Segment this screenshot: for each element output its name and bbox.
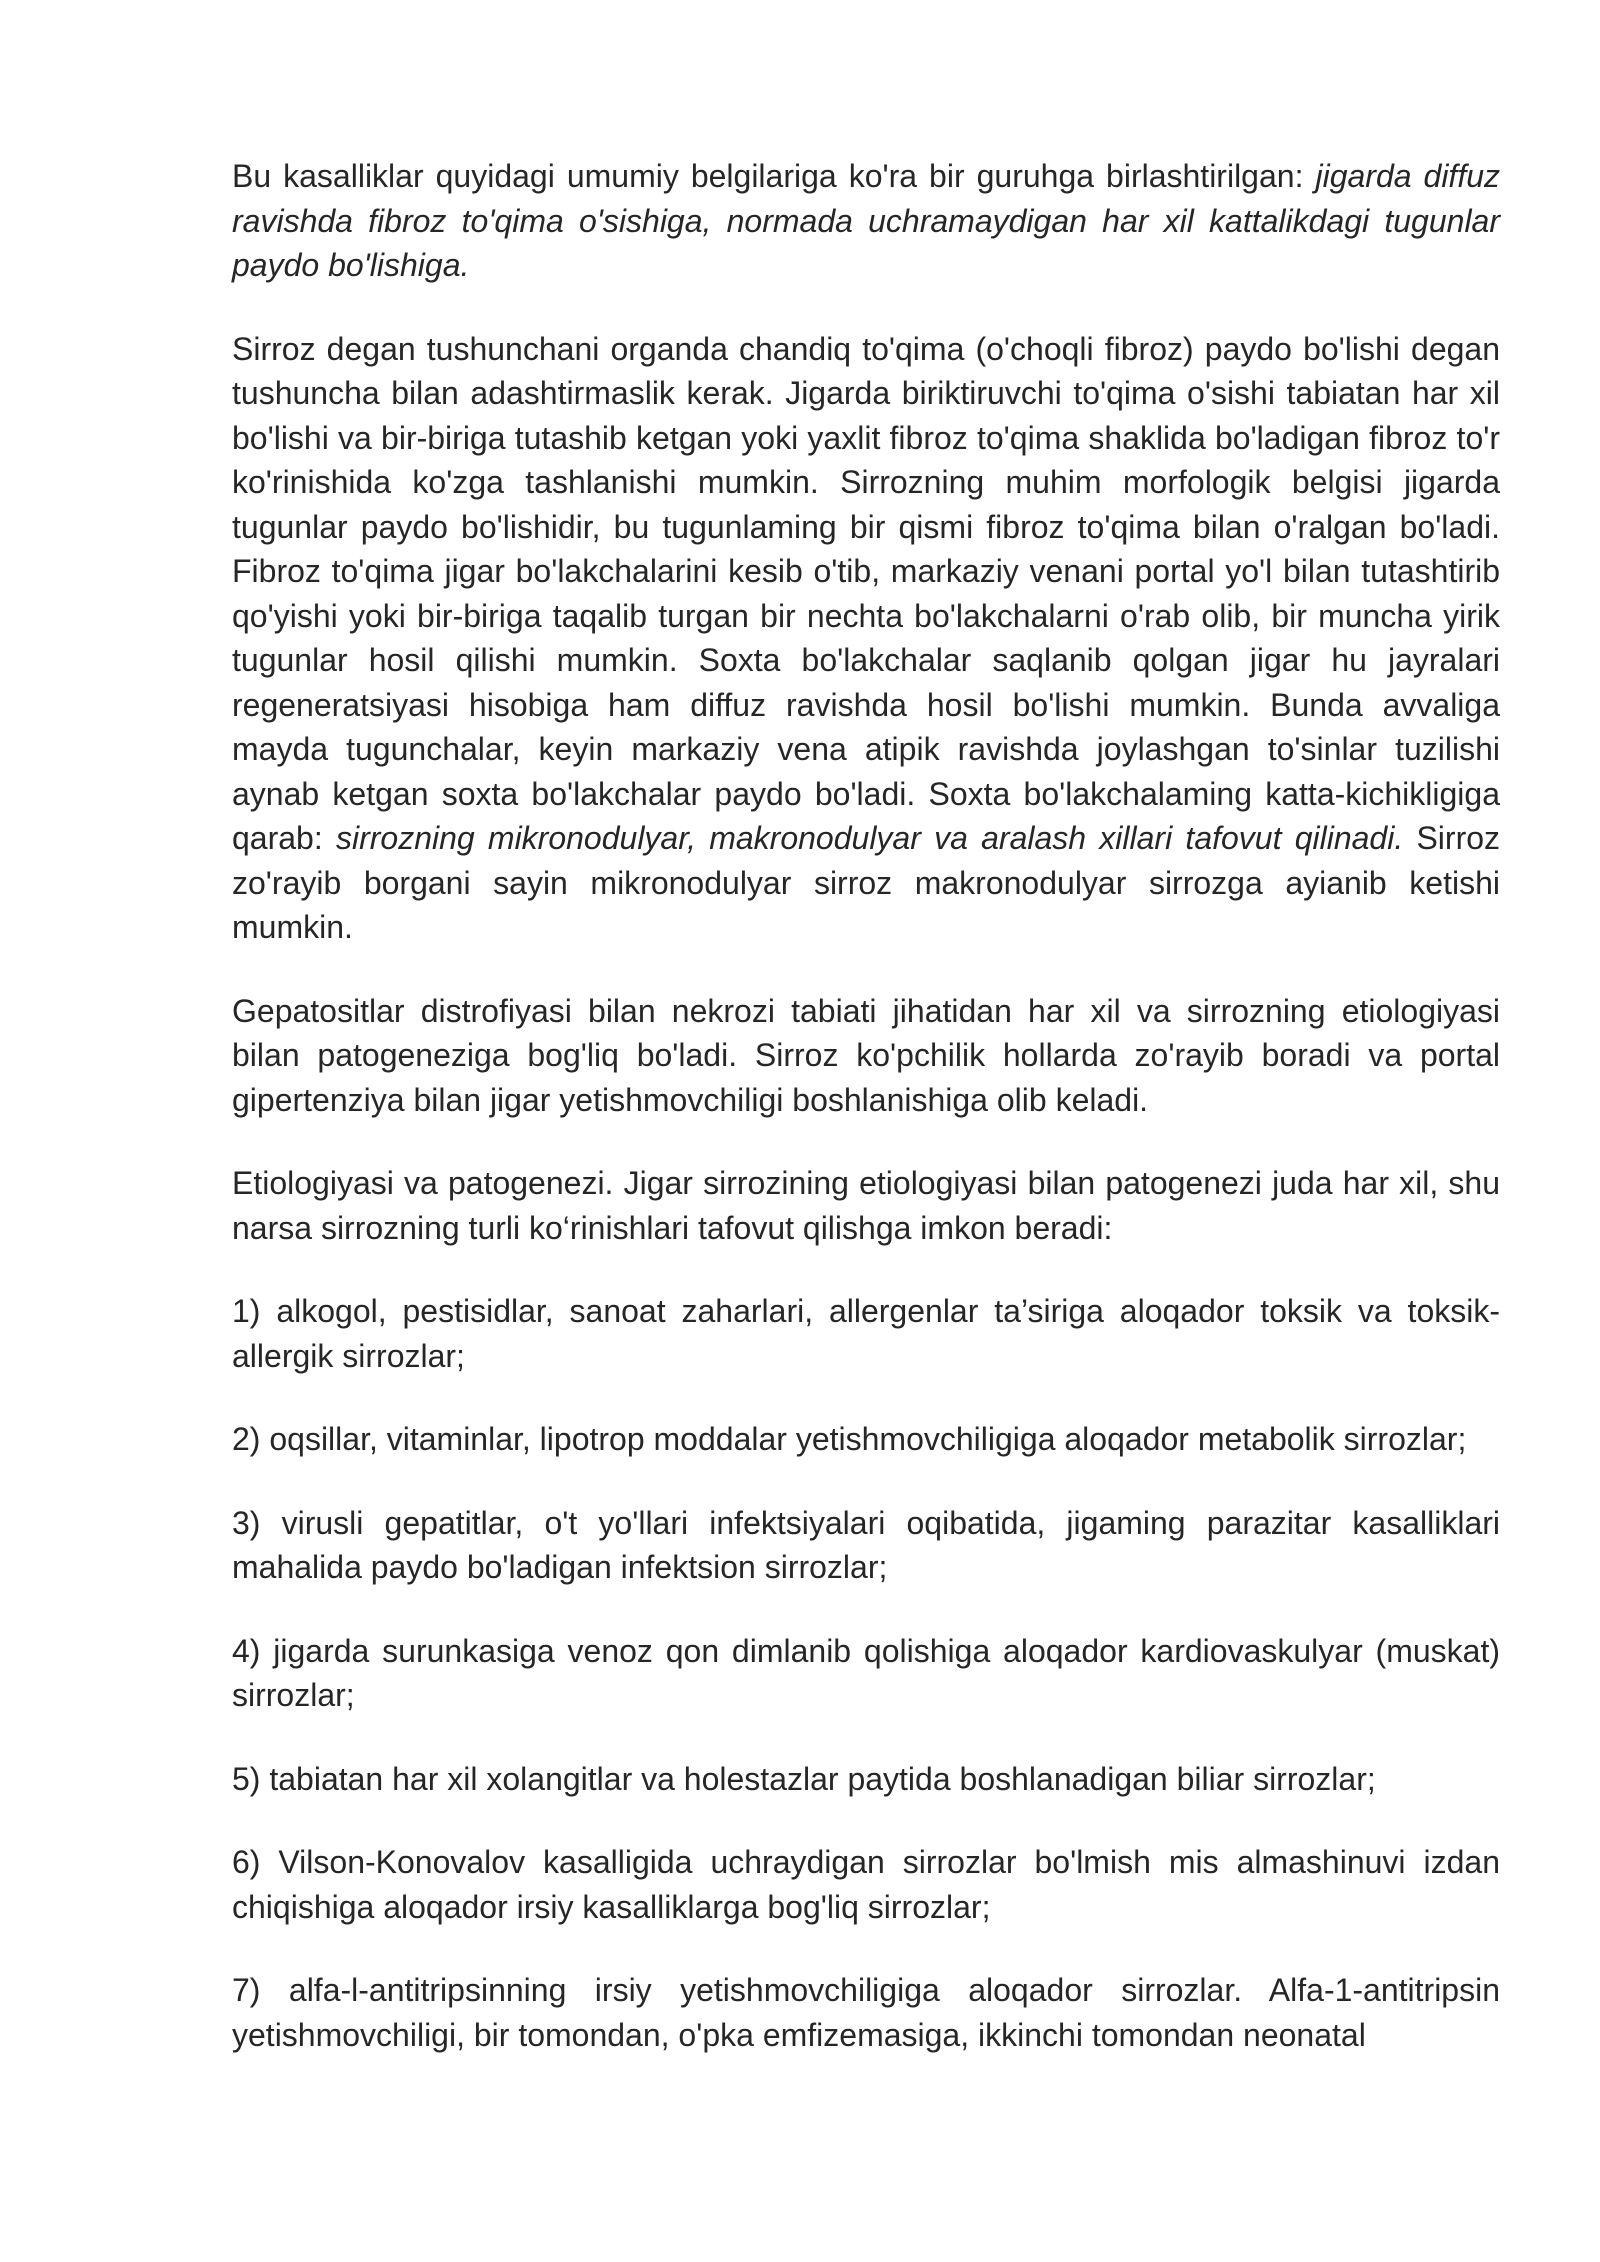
paragraph-intro (232, 154, 1500, 288)
list-item-text: 5) tabiatan har xil xolangitlar va holestazlar paytida boshlanadigan biliar sirrozlar; (232, 1760, 1376, 1797)
list-item-4 (232, 1629, 1500, 1718)
list-item-6 (232, 1840, 1500, 1929)
paragraph-text: Sirroz degan tushunchani organda chandiq to'qima (o'choqli fibroz) paydo bo'lishi degan tushuncha bilan adashtirmaslik kerak. Jigarda biriktiruvchi to'qima o'sishi tabiatan har xil bo'lishi va bir-biriga tutashib ketgan yoki yaxlit fibroz to'qima shaklida bo'ladigan fibroz to'r ko'rinishida ko'zga tashlanishi mumkin. Sirrozning muhim morfologik belgisi jigarda tugunlar paydo bo'lishidir, bu tugunlaming bir qismi fibroz to'qima bilan o'ralgan bo'ladi. Fibroz to'qima jigar bo'lakchalarini kesib o'tib, markaziy venani portal yo'l bilan tutashtirib qo'yishi yoki bir-biriga taqalib turgan bir nechta bo'lakchalarni o'rab olib, bir muncha yirik tugunlar hosil qilishi mumkin. Soxta bo'lakchalar saqlanib qolgan jigar hu jayralari regeneratsiyasi hisobiga ham diffuz ravishda hosil bo'lishi mumkin. Bunda avvaliga mayda tugunchalar, keyin markaziy vena atipik ravishda joylashgan to'sinlar tuzilishi aynab ketgan soxta bo'lakchalar paydo bo'ladi. Soxta bo'lakchalaming katta-kichikligiga qarab: (232, 330, 1500, 856)
paragraph-etiologiyasi (232, 1161, 1500, 1250)
list-item-7 (232, 1968, 1500, 2057)
paragraph-tail-text: Sirroz zo'rayib borgani sayin mikronodulyar sirroz makronodulyar sirrozga ayianib ketishi mumkin. (232, 820, 1501, 945)
paragraph-text: Etiologiyasi va patogenezi. Jigar sirrozining etiologiyasi bilan patogenezi juda har xil, shu narsa sirrozning turli ko‘rinishlari tafovut qilishga imkon beradi: (232, 1165, 1500, 1246)
paragraph-italic-text: sirrozning mikronodulyar, makronodulyar va aralash xillari tafovut qilinadi. (335, 820, 1404, 856)
list-item-text: 2) oqsillar, vitaminlar, lipotrop moddalar yetishmovchiligiga aloqador metabolik sirrozlar; (232, 1421, 1467, 1457)
list-item-5 (232, 1757, 1500, 1802)
list-item-1 (232, 1289, 1500, 1378)
paragraph-text: Gepatositlar distrofiyasi bilan nekrozi tabiati jihatidan har xil va sirrozning etiologiyasi bilan patogeneziga bog'liq bo'ladi. Sirroz ko'pchilik hollarda zo'rayib boradi va portal gipertenziya bilan jigar yetishmovchiligi boshlanishiga olib keladi. (232, 992, 1500, 1118)
paragraph-text: Bu kasalliklar quyidagi umumiy belgilariga ko'ra bir guruhga birlashtirilgan: (232, 158, 1316, 194)
list-item-text: 6) Vilson-Konovalov kasalligida uchraydigan sirrozlar bo'lmish mis almashinuvi izdan chiqishiga aloqador irsiy kasalliklarga bog'liq sirrozlar; (232, 1844, 1500, 1925)
list-item-text: 4) jigarda surunkasiga venoz qon dimlanib qolishiga aloqador kardiovaskulyar (muskat) sirrozlar; (232, 1632, 1500, 1713)
list-item-text: 7) alfa-l-antitripsinning irsiy yetishmovchiligiga aloqador sirrozlar. Alfa-1-antitripsin yetishmovchiligi, bir tomondan, o'pka emfizemasiga, ikkinchi tomondan neonatal (232, 1972, 1500, 2053)
document-page (232, 154, 1500, 2057)
paragraph-gepatositlar (232, 989, 1500, 1123)
paragraph-sirroz-definition (232, 327, 1500, 950)
list-item-text: 3) virusli gepatitlar, o't yo'llari infektsiyalari oqibatida, jigaming parazitar kasalliklari mahalida paydo bo'ladigan infektsion sirrozlar; (232, 1504, 1500, 1585)
list-item-2 (232, 1417, 1500, 1462)
paragraph-italic-text: jigarda diffuz ravishda fibroz to'qima o'sishiga, normada uchramaydigan har xil kattalikdagi tugunlar paydo bo'lishiga. (232, 158, 1501, 283)
list-item-text: 1) alkogol, pestisidlar, sanoat zaharlari, allergenlar ta’siriga aloqador toksik va toksik-allergik sirrozlar; (232, 1293, 1500, 1374)
list-item-3 (232, 1501, 1500, 1590)
